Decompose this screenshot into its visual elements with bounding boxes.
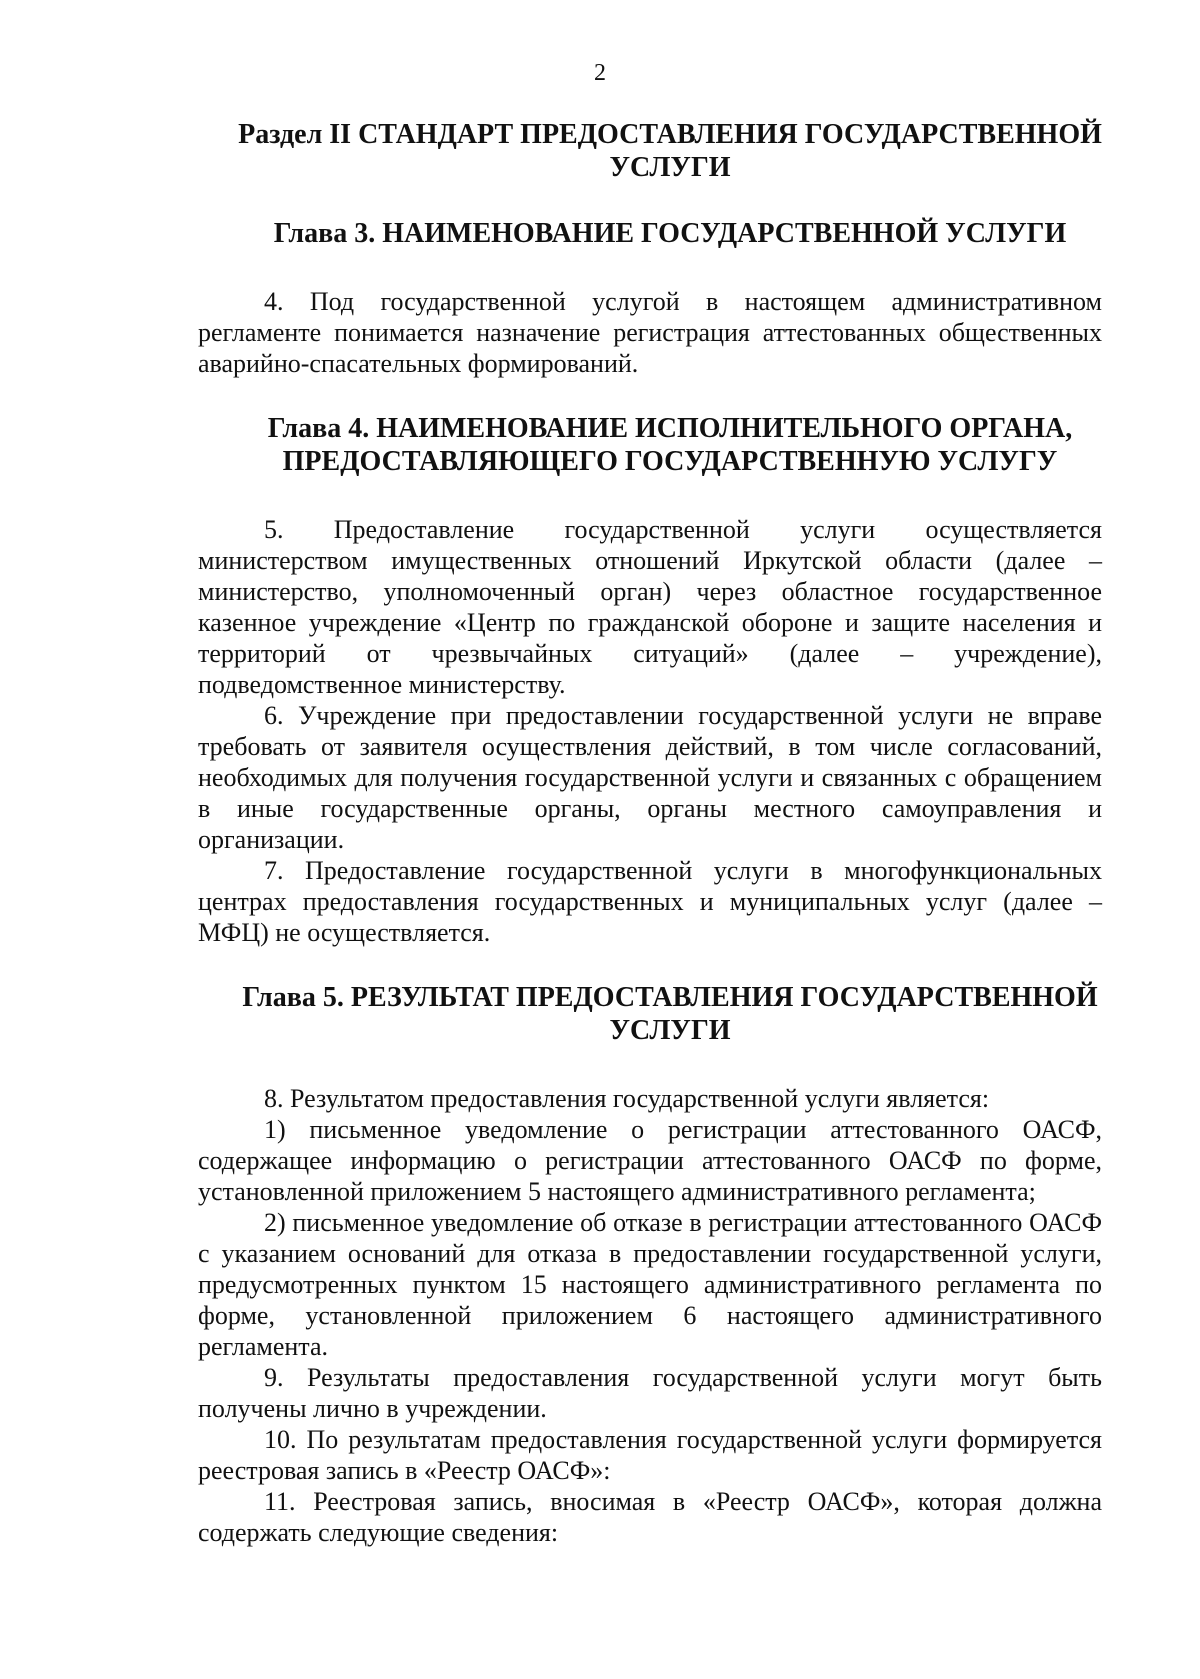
paragraph-5: 5. Предоставление государственной услуги осуществляется министерством имущественных отношений Иркутской области (далее – министерство, уполномоченный орган) через областное государственное казенное учреждение «Центр по гражданской обороне и защите населения и территорий от чрезвычайных ситуаций» (далее – учреждение), подведомственное министерству. (198, 515, 1102, 699)
chapter-3-title: Глава 3. НАИМЕНОВАНИЕ ГОСУДАРСТВЕННОЙ УСЛУГИ (273, 218, 1067, 249)
paragraph-6: 6. Учреждение при предоставлении государственной услуги не вправе требовать от заявителя осуществления действий, в том числе согласований, необходимых для получения государственной услуги и связанных с обращением в иные государственные органы, органы местного самоуправления и организации. (198, 701, 1102, 854)
paragraph-8-item-2: 2) письменное уведомление об отказе в регистрации аттестованного ОАСФ с указанием оснований для отказа в предоставлении государственной услуги, предусмотренных пунктом 15 настоящего административного регламента по форме, установленной приложением 6 настоящего административного регламента. (198, 1208, 1102, 1361)
page-number: 2 (594, 60, 606, 86)
chapter-5-title: Глава 5. РЕЗУЛЬТАТ ПРЕДОСТАВЛЕНИЯ ГОСУДАРСТВЕННОЙ УСЛУГИ (242, 982, 1098, 1046)
document-body (198, 118, 1102, 1548)
paragraph-8: 8. Результатом предоставления государственной услуги является: (264, 1084, 990, 1113)
paragraph-8-item-1: 1) письменное уведомление о регистрации аттестованного ОАСФ, содержащее информацию о регистрации аттестованного ОАСФ по форме, установленной приложением 5 настоящего административного регламента; (198, 1115, 1102, 1206)
paragraph-4: 4. Под государственной услугой в настоящем административном регламенте понимается назначение регистрация аттестованных общественных аварийно-спасательных формирований. (198, 287, 1102, 378)
paragraph-7: 7. Предоставление государственной услуги в многофункциональных центрах предоставления государственных и муниципальных услуг (далее – МФЦ) не осуществляется. (198, 856, 1102, 947)
section-title: Раздел II СТАНДАРТ ПРЕДОСТАВЛЕНИЯ ГОСУДАРСТВЕННОЙ УСЛУГИ (238, 119, 1102, 183)
paragraph-10: 10. По результатам предоставления государственной услуги формируется реестровая запись в «Реестр ОАСФ»: (198, 1425, 1102, 1485)
chapter-4-title: Глава 4. НАИМЕНОВАНИЕ ИСПОЛНИТЕЛЬНОГО ОРГАНА, ПРЕДОСТАВЛЯЮЩЕГО ГОСУДАРСТВЕННУЮ УСЛУГУ (267, 413, 1073, 477)
paragraph-11: 11. Реестровая запись, вносимая в «Реестр ОАСФ», которая должна содержать следующие сведения: (198, 1487, 1102, 1547)
paragraph-9: 9. Результаты предоставления государственной услуги могут быть получены лично в учреждении. (198, 1363, 1102, 1423)
